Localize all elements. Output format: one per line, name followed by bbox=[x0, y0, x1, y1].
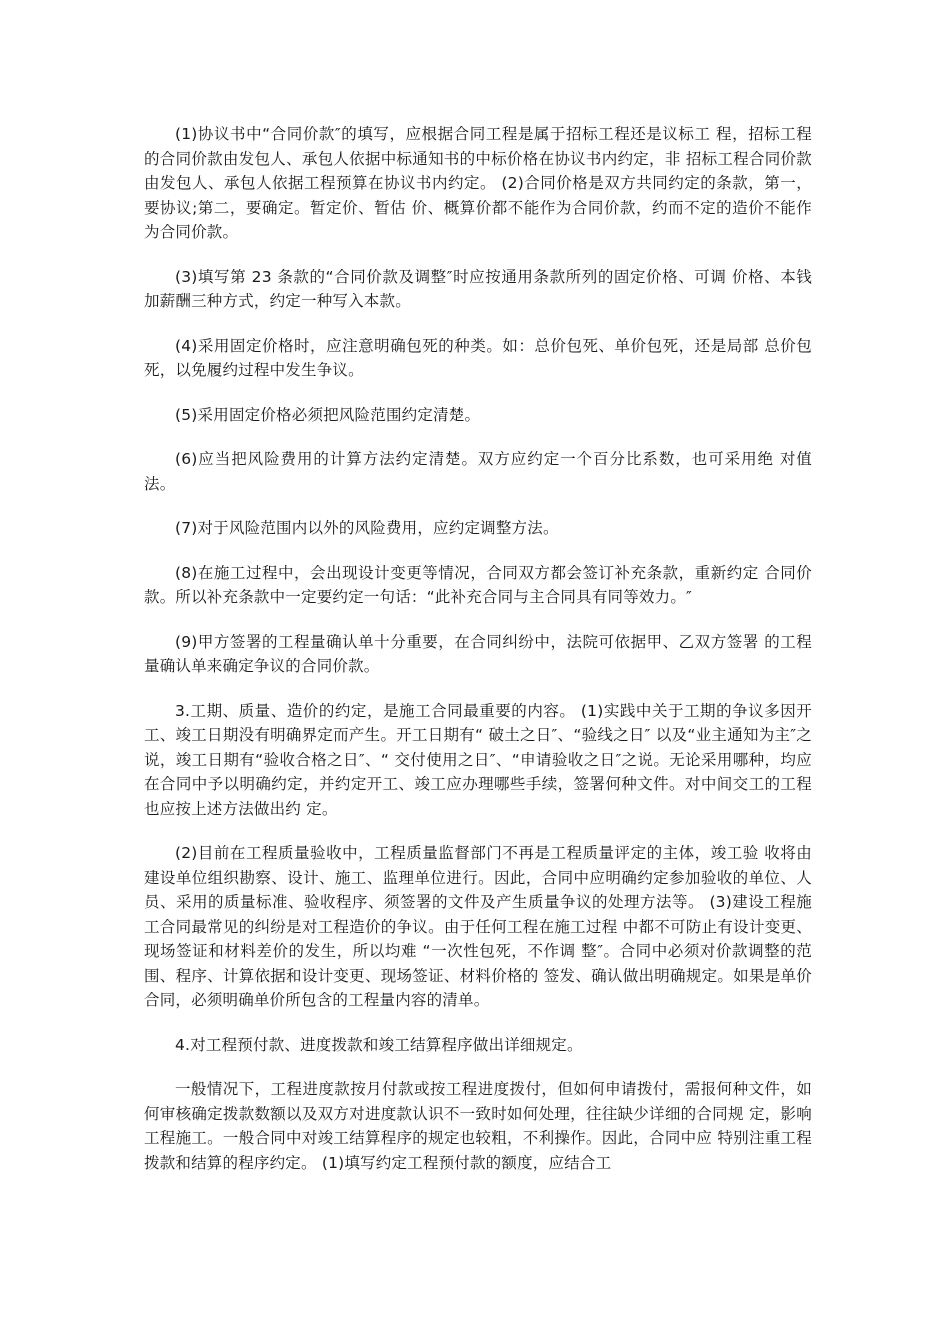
paragraph-fixed-price-type: (4)采用固定价格时，应注意明确包死的种类。如：总价包死、单价包死，还是局部 总价包死，以免履约过程中发生争议。 bbox=[144, 336, 812, 379]
paragraph-supplementary-clause: (8)在施工过程中，会出现设计变更等情况，合同双方都会签订补充条款，重新约定 合同价款。所以补充条款中一定要约定一句话：“此补充合同与主合同具有同等效力。″ bbox=[144, 563, 812, 606]
paragraph-clause-23: (3)填写第 23 条款的“合同价款及调整″时应按通用条款所列的固定价格、可调 价格、本钱加薪酬三种方式，约定一种写入本款。 bbox=[144, 267, 812, 310]
paragraph-outside-risk: (7)对于风险范围内以外的风险费用，应约定调整方法。 bbox=[175, 519, 559, 537]
paragraph-progress-payment: 一般情况下，工程进度款按月付款或按工程进度拨付，但如何申请拨付，需报何种文件，如何审核确定拨款数额以及双方对进度款认识不一致时如何处理，往往缺少详细的合同规 定，影响工程施工。一般合同中对竣工结算程序的规定也较粗，不利操作。因此，合同中应 特别注重工程拨款和结算的程序约定。 (1)填写约定工程预付款的额度，应结合工 bbox=[144, 1080, 812, 1172]
paragraph-risk-cost-method: (6)应当把风险费用的计算方法约定清楚。双方应约定一个百分比系数，也可采用绝 对值法。 bbox=[144, 450, 812, 493]
paragraph-contract-price-filling: (1)协议书中“合同价款″的填写，应根据合同工程是属于招标工程还是议标工 程，招标工程的合同价款由发包人、承包人依据中标通知书的中标价格在协议书内约定，非 招标工程合同价款由发包人、承包人依据工程预算在协议书内约定。 (2)合同价格是双方共同约定的条款，第一，要协议;第二，要确定。暂定价、暂估 价、概算价都不能作为合同价款，约而不定的造价不能作为合同价款。 bbox=[144, 125, 812, 241]
document-page bbox=[144, 122, 812, 1195]
paragraph-quantity-confirmation: (9)甲方签署的工程量确认单十分重要，在合同纠纷中，法院可依据甲、乙双方签署 的工程量确认单来确定争议的合同价款。 bbox=[144, 632, 812, 675]
paragraph-quality-acceptance: (2)目前在工程质量验收中，工程质量监督部门不再是工程质量评定的主体，竣工验 收将由建设单位组织勘察、设计、施工、监理单位进行。因此，合同中应明确约定参加验收的单位、人员、采用的质量标准、验收程序、须签署的文件及产生质量争议的处理方法等。 (3)建设工程施工合同最常见的纠纷是对工程造价的争议。由于任何工程在施工过程 中都不可防止有设计变更、现场签证和材料差价的发生，所以均难 “一次性包死，不作调 整″。合同中必须对价款调整的范围、程序、计算依据和设计变更、现场签证、材料价格的 签发、确认做出明确规定。如果是单价合同，必须明确单价所包含的工程量内容的清单。 bbox=[144, 844, 812, 1009]
paragraph-schedule-quality-cost: 3.工期、质量、造价的约定，是施工合同最重要的内容。 (1)实践中关于工期的争议多因开工、竣工日期没有明确界定而产生。开工日期有“ 破土之日″、“验线之日″ 以及“业主通知为主″之说，竣工日期有“验收合格之日″、“ 交付使用之日″、“申请验收之日″之说。无论采用哪种，均应在合同中予以明确约定，并约定开工、竣工应办理哪些手续，签署何种文件。对中间交工的工程也应按上述方法做出约 定。 bbox=[144, 701, 812, 818]
paragraph-risk-scope: (5)采用固定价格必须把风险范围约定清楚。 bbox=[175, 405, 481, 424]
paragraph-payment-heading: 4.对工程预付款、进度拨款和竣工结算程序做出详细规定。 bbox=[175, 1035, 583, 1054]
